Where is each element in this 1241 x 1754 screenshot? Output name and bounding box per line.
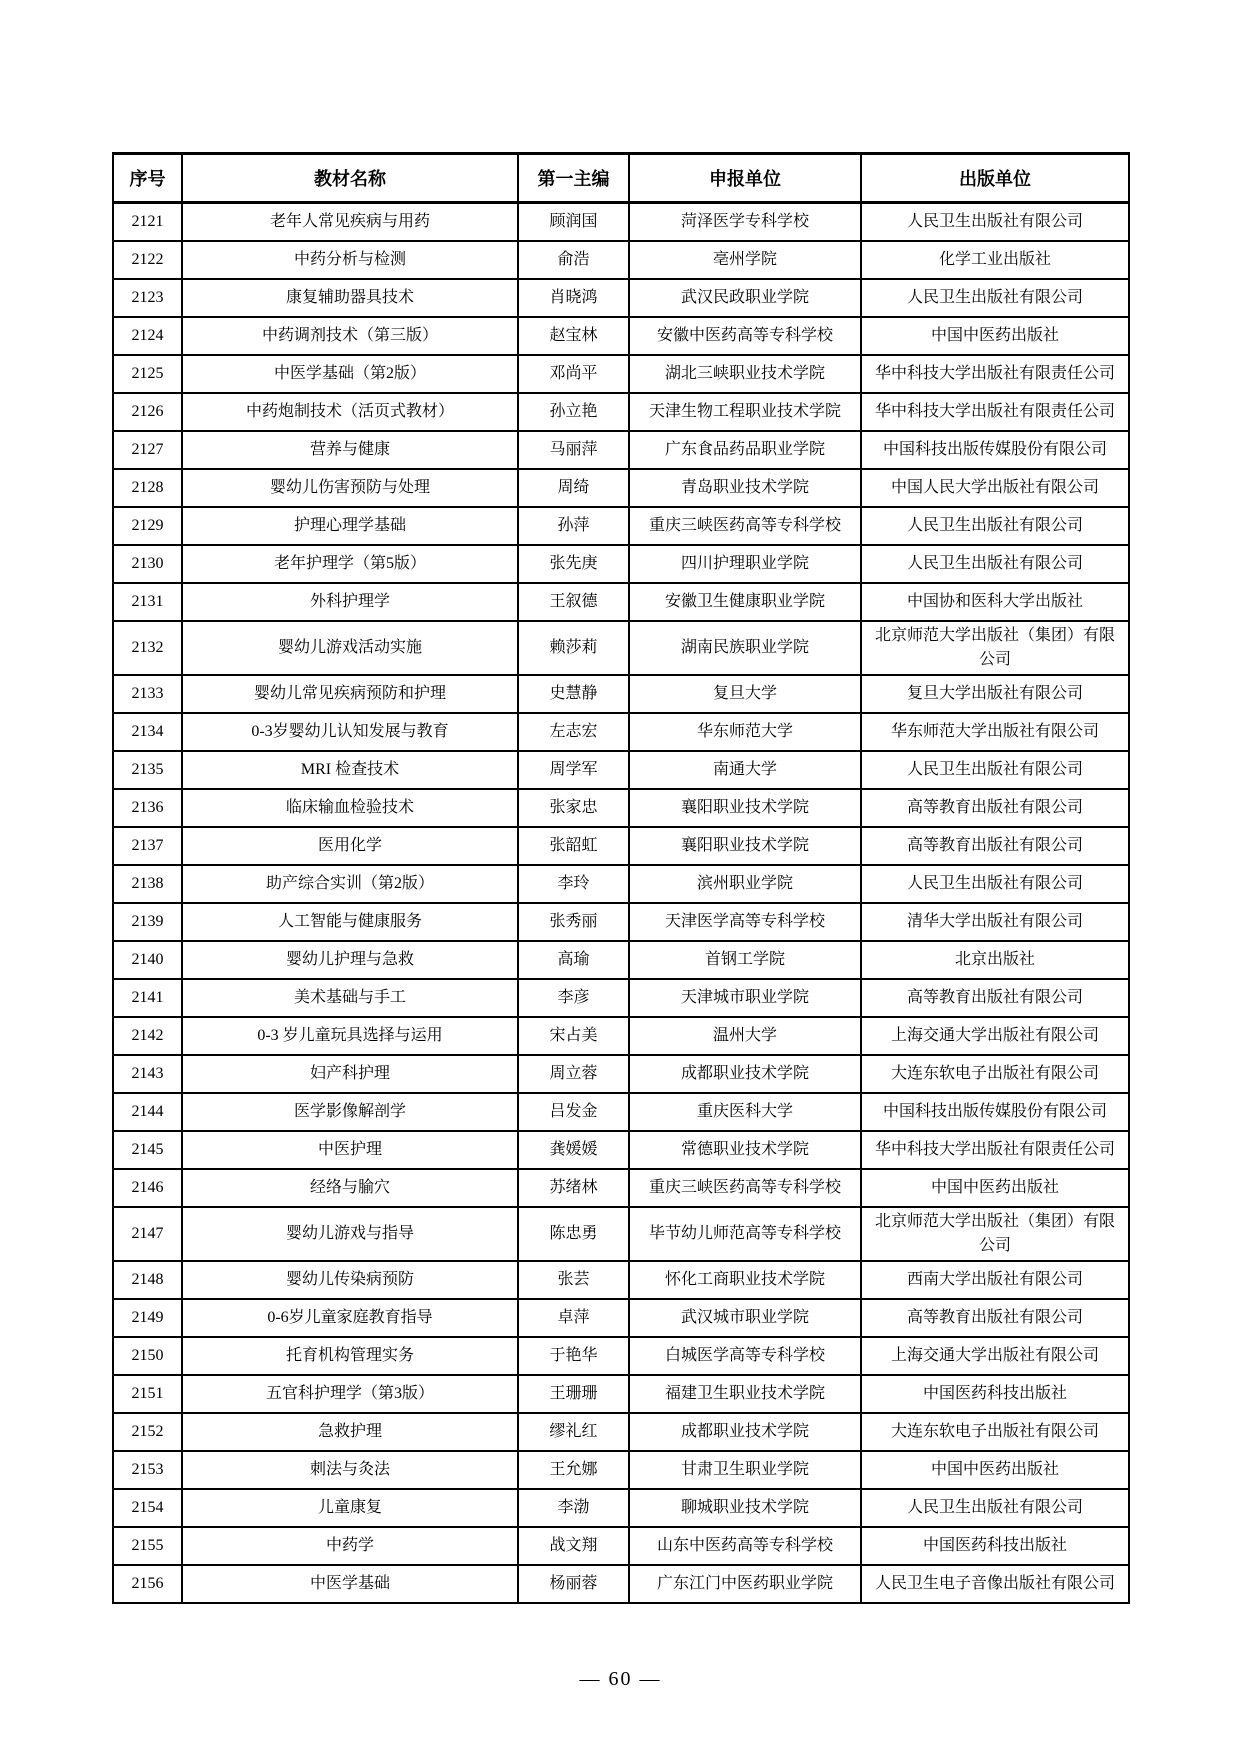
cell-index: 2125 bbox=[113, 355, 182, 393]
cell-index: 2154 bbox=[113, 1489, 182, 1527]
table-row bbox=[113, 1489, 1129, 1527]
cell-title: 0-6岁儿童家庭教育指导 bbox=[182, 1299, 518, 1337]
cell-publisher: 上海交通大学出版社有限公司 bbox=[861, 1337, 1129, 1375]
cell-publisher: 西南大学出版社有限公司 bbox=[861, 1261, 1129, 1299]
cell-publisher: 人民卫生出版社有限公司 bbox=[861, 1489, 1129, 1527]
cell-title: MRI 检查技术 bbox=[182, 751, 518, 789]
cell-chief-editor: 战文翔 bbox=[518, 1527, 629, 1565]
cell-chief-editor: 苏绪林 bbox=[518, 1169, 629, 1207]
cell-chief-editor: 张韶虹 bbox=[518, 827, 629, 865]
cell-chief-editor: 史慧静 bbox=[518, 675, 629, 713]
cell-title: 婴幼儿伤害预防与处理 bbox=[182, 469, 518, 507]
cell-title: 0-3岁婴幼儿认知发展与教育 bbox=[182, 713, 518, 751]
cell-applicant-org: 湖北三峡职业技术学院 bbox=[629, 355, 861, 393]
cell-applicant-org: 广东食品药品职业学院 bbox=[629, 431, 861, 469]
cell-index: 2131 bbox=[113, 583, 182, 621]
table-row bbox=[113, 1299, 1129, 1337]
cell-applicant-org: 重庆医科大学 bbox=[629, 1093, 861, 1131]
cell-publisher: 北京出版社 bbox=[861, 941, 1129, 979]
cell-publisher: 人民卫生出版社有限公司 bbox=[861, 751, 1129, 789]
cell-index: 2155 bbox=[113, 1527, 182, 1565]
table-row bbox=[113, 1207, 1129, 1261]
cell-publisher: 中国中医药出版社 bbox=[861, 1169, 1129, 1207]
cell-index: 2152 bbox=[113, 1413, 182, 1451]
table-row bbox=[113, 355, 1129, 393]
cell-chief-editor: 肖晓鸿 bbox=[518, 279, 629, 317]
table-row bbox=[113, 1169, 1129, 1207]
cell-chief-editor: 周绮 bbox=[518, 469, 629, 507]
cell-title: 婴幼儿游戏与指导 bbox=[182, 1207, 518, 1261]
cell-publisher: 高等教育出版社有限公司 bbox=[861, 1299, 1129, 1337]
cell-chief-editor: 王允娜 bbox=[518, 1451, 629, 1489]
cell-applicant-org: 白城医学高等专科学校 bbox=[629, 1337, 861, 1375]
cell-chief-editor: 赵宝林 bbox=[518, 317, 629, 355]
cell-title: 中药调剂技术（第三版） bbox=[182, 317, 518, 355]
cell-index: 2129 bbox=[113, 507, 182, 545]
cell-index: 2121 bbox=[113, 203, 182, 242]
cell-title: 人工智能与健康服务 bbox=[182, 903, 518, 941]
cell-title: 婴幼儿护理与急救 bbox=[182, 941, 518, 979]
cell-chief-editor: 宋占美 bbox=[518, 1017, 629, 1055]
cell-publisher: 中国人民大学出版社有限公司 bbox=[861, 469, 1129, 507]
cell-index: 2133 bbox=[113, 675, 182, 713]
cell-applicant-org: 成都职业技术学院 bbox=[629, 1055, 861, 1093]
cell-chief-editor: 邓尚平 bbox=[518, 355, 629, 393]
cell-publisher: 高等教育出版社有限公司 bbox=[861, 827, 1129, 865]
cell-applicant-org: 安徽中医药高等专科学校 bbox=[629, 317, 861, 355]
cell-publisher: 中国医药科技出版社 bbox=[861, 1375, 1129, 1413]
cell-title: 医学影像解剖学 bbox=[182, 1093, 518, 1131]
cell-applicant-org: 毕节幼儿师范高等专科学校 bbox=[629, 1207, 861, 1261]
cell-index: 2132 bbox=[113, 621, 182, 675]
cell-applicant-org: 重庆三峡医药高等专科学校 bbox=[629, 507, 861, 545]
cell-applicant-org: 成都职业技术学院 bbox=[629, 1413, 861, 1451]
cell-title: 中药学 bbox=[182, 1527, 518, 1565]
cell-applicant-org: 复旦大学 bbox=[629, 675, 861, 713]
cell-chief-editor: 卓萍 bbox=[518, 1299, 629, 1337]
table-row bbox=[113, 393, 1129, 431]
cell-title: 0-3 岁儿童玩具选择与运用 bbox=[182, 1017, 518, 1055]
cell-title: 刺法与灸法 bbox=[182, 1451, 518, 1489]
cell-chief-editor: 赖莎莉 bbox=[518, 621, 629, 675]
table-row bbox=[113, 1261, 1129, 1299]
cell-index: 2126 bbox=[113, 393, 182, 431]
cell-index: 2136 bbox=[113, 789, 182, 827]
cell-title: 婴幼儿传染病预防 bbox=[182, 1261, 518, 1299]
cell-applicant-org: 温州大学 bbox=[629, 1017, 861, 1055]
cell-chief-editor: 马丽萍 bbox=[518, 431, 629, 469]
cell-applicant-org: 聊城职业技术学院 bbox=[629, 1489, 861, 1527]
cell-title: 外科护理学 bbox=[182, 583, 518, 621]
cell-applicant-org: 南通大学 bbox=[629, 751, 861, 789]
cell-applicant-org: 天津生物工程职业技术学院 bbox=[629, 393, 861, 431]
cell-index: 2141 bbox=[113, 979, 182, 1017]
cell-title: 中医学基础 bbox=[182, 1565, 518, 1603]
table-row bbox=[113, 675, 1129, 713]
cell-index: 2124 bbox=[113, 317, 182, 355]
table-row bbox=[113, 317, 1129, 355]
cell-title: 托育机构管理实务 bbox=[182, 1337, 518, 1375]
table-row bbox=[113, 941, 1129, 979]
cell-publisher: 中国协和医科大学出版社 bbox=[861, 583, 1129, 621]
page-number: — 60 — bbox=[579, 1668, 662, 1690]
table-row bbox=[113, 865, 1129, 903]
cell-chief-editor: 王叙德 bbox=[518, 583, 629, 621]
cell-title: 康复辅助器具技术 bbox=[182, 279, 518, 317]
cell-publisher: 人民卫生电子音像出版社有限公司 bbox=[861, 1565, 1129, 1603]
table-row bbox=[113, 621, 1129, 675]
cell-publisher: 清华大学出版社有限公司 bbox=[861, 903, 1129, 941]
table-row bbox=[113, 203, 1129, 242]
table-row bbox=[113, 1565, 1129, 1603]
cell-index: 2130 bbox=[113, 545, 182, 583]
cell-chief-editor: 张秀丽 bbox=[518, 903, 629, 941]
column-header-index: 序号 bbox=[113, 154, 182, 203]
cell-chief-editor: 杨丽蓉 bbox=[518, 1565, 629, 1603]
cell-title: 五官科护理学（第3版） bbox=[182, 1375, 518, 1413]
cell-chief-editor: 周学军 bbox=[518, 751, 629, 789]
cell-title: 营养与健康 bbox=[182, 431, 518, 469]
cell-applicant-org: 武汉城市职业学院 bbox=[629, 1299, 861, 1337]
cell-index: 2149 bbox=[113, 1299, 182, 1337]
cell-chief-editor: 高瑜 bbox=[518, 941, 629, 979]
cell-title: 护理心理学基础 bbox=[182, 507, 518, 545]
table-row bbox=[113, 1451, 1129, 1489]
cell-chief-editor: 周立蓉 bbox=[518, 1055, 629, 1093]
cell-applicant-org: 襄阳职业技术学院 bbox=[629, 827, 861, 865]
table-row bbox=[113, 507, 1129, 545]
cell-applicant-org: 常德职业技术学院 bbox=[629, 1131, 861, 1169]
cell-title: 婴幼儿游戏活动实施 bbox=[182, 621, 518, 675]
cell-index: 2122 bbox=[113, 241, 182, 279]
textbook-roster-table bbox=[112, 152, 1130, 1604]
cell-publisher: 北京师范大学出版社（集团）有限公司 bbox=[861, 621, 1129, 675]
cell-index: 2144 bbox=[113, 1093, 182, 1131]
cell-index: 2138 bbox=[113, 865, 182, 903]
cell-index: 2127 bbox=[113, 431, 182, 469]
cell-title: 中药分析与检测 bbox=[182, 241, 518, 279]
cell-publisher: 人民卫生出版社有限公司 bbox=[861, 507, 1129, 545]
cell-applicant-org: 湖南民族职业学院 bbox=[629, 621, 861, 675]
cell-applicant-org: 青岛职业技术学院 bbox=[629, 469, 861, 507]
cell-chief-editor: 顾润国 bbox=[518, 203, 629, 242]
cell-index: 2150 bbox=[113, 1337, 182, 1375]
table-row bbox=[113, 1131, 1129, 1169]
cell-applicant-org: 亳州学院 bbox=[629, 241, 861, 279]
cell-publisher: 北京师范大学出版社（集团）有限公司 bbox=[861, 1207, 1129, 1261]
cell-applicant-org: 首钢工学院 bbox=[629, 941, 861, 979]
cell-applicant-org: 福建卫生职业技术学院 bbox=[629, 1375, 861, 1413]
column-header-chief-editor: 第一主编 bbox=[518, 154, 629, 203]
cell-index: 2153 bbox=[113, 1451, 182, 1489]
cell-chief-editor: 吕发金 bbox=[518, 1093, 629, 1131]
table-row bbox=[113, 583, 1129, 621]
cell-chief-editor: 陈忠勇 bbox=[518, 1207, 629, 1261]
cell-publisher: 高等教育出版社有限公司 bbox=[861, 789, 1129, 827]
cell-chief-editor: 张芸 bbox=[518, 1261, 629, 1299]
cell-publisher: 大连东软电子出版社有限公司 bbox=[861, 1413, 1129, 1451]
table-row bbox=[113, 1055, 1129, 1093]
cell-publisher: 中国科技出版传媒股份有限公司 bbox=[861, 431, 1129, 469]
cell-chief-editor: 张先庚 bbox=[518, 545, 629, 583]
column-header-title: 教材名称 bbox=[182, 154, 518, 203]
table-row bbox=[113, 431, 1129, 469]
cell-chief-editor: 张家忠 bbox=[518, 789, 629, 827]
cell-applicant-org: 四川护理职业学院 bbox=[629, 545, 861, 583]
cell-publisher: 化学工业出版社 bbox=[861, 241, 1129, 279]
cell-chief-editor: 孙立艳 bbox=[518, 393, 629, 431]
table-row bbox=[113, 713, 1129, 751]
cell-title: 中医护理 bbox=[182, 1131, 518, 1169]
cell-index: 2142 bbox=[113, 1017, 182, 1055]
cell-publisher: 中国中医药出版社 bbox=[861, 317, 1129, 355]
table-row bbox=[113, 469, 1129, 507]
cell-chief-editor: 孙萍 bbox=[518, 507, 629, 545]
cell-title: 医用化学 bbox=[182, 827, 518, 865]
table-row bbox=[113, 979, 1129, 1017]
cell-index: 2156 bbox=[113, 1565, 182, 1603]
cell-applicant-org: 天津医学高等专科学校 bbox=[629, 903, 861, 941]
column-header-publisher: 出版单位 bbox=[861, 154, 1129, 203]
cell-title: 老年护理学（第5版） bbox=[182, 545, 518, 583]
cell-publisher: 中国科技出版传媒股份有限公司 bbox=[861, 1093, 1129, 1131]
cell-chief-editor: 龚媛媛 bbox=[518, 1131, 629, 1169]
cell-publisher: 人民卫生出版社有限公司 bbox=[861, 865, 1129, 903]
cell-title: 美术基础与手工 bbox=[182, 979, 518, 1017]
cell-publisher: 华东师范大学出版社有限公司 bbox=[861, 713, 1129, 751]
table-row bbox=[113, 751, 1129, 789]
cell-chief-editor: 左志宏 bbox=[518, 713, 629, 751]
cell-index: 2139 bbox=[113, 903, 182, 941]
cell-applicant-org: 安徽卫生健康职业学院 bbox=[629, 583, 861, 621]
cell-publisher: 高等教育出版社有限公司 bbox=[861, 979, 1129, 1017]
table-row bbox=[113, 1413, 1129, 1451]
cell-index: 2128 bbox=[113, 469, 182, 507]
cell-applicant-org: 华东师范大学 bbox=[629, 713, 861, 751]
table-row bbox=[113, 1337, 1129, 1375]
table-row bbox=[113, 1017, 1129, 1055]
table-row bbox=[113, 789, 1129, 827]
cell-publisher: 复旦大学出版社有限公司 bbox=[861, 675, 1129, 713]
table-row bbox=[113, 241, 1129, 279]
cell-index: 2137 bbox=[113, 827, 182, 865]
cell-index: 2140 bbox=[113, 941, 182, 979]
cell-publisher: 人民卫生出版社有限公司 bbox=[861, 279, 1129, 317]
cell-publisher: 中国医药科技出版社 bbox=[861, 1527, 1129, 1565]
cell-chief-editor: 李玲 bbox=[518, 865, 629, 903]
cell-chief-editor: 缪礼红 bbox=[518, 1413, 629, 1451]
cell-publisher: 华中科技大学出版社有限责任公司 bbox=[861, 393, 1129, 431]
cell-chief-editor: 李渤 bbox=[518, 1489, 629, 1527]
cell-title: 中医学基础（第2版） bbox=[182, 355, 518, 393]
cell-chief-editor: 王珊珊 bbox=[518, 1375, 629, 1413]
cell-index: 2147 bbox=[113, 1207, 182, 1261]
cell-applicant-org: 武汉民政职业学院 bbox=[629, 279, 861, 317]
cell-title: 助产综合实训（第2版） bbox=[182, 865, 518, 903]
table-row bbox=[113, 1375, 1129, 1413]
cell-publisher: 华中科技大学出版社有限责任公司 bbox=[861, 1131, 1129, 1169]
cell-publisher: 大连东软电子出版社有限公司 bbox=[861, 1055, 1129, 1093]
cell-publisher: 人民卫生出版社有限公司 bbox=[861, 203, 1129, 242]
cell-publisher: 上海交通大学出版社有限公司 bbox=[861, 1017, 1129, 1055]
cell-index: 2134 bbox=[113, 713, 182, 751]
cell-title: 经络与腧穴 bbox=[182, 1169, 518, 1207]
table-header-row bbox=[113, 154, 1129, 203]
cell-chief-editor: 俞浩 bbox=[518, 241, 629, 279]
table-row bbox=[113, 903, 1129, 941]
cell-index: 2145 bbox=[113, 1131, 182, 1169]
cell-applicant-org: 天津城市职业学院 bbox=[629, 979, 861, 1017]
cell-index: 2151 bbox=[113, 1375, 182, 1413]
cell-applicant-org: 怀化工商职业技术学院 bbox=[629, 1261, 861, 1299]
cell-index: 2143 bbox=[113, 1055, 182, 1093]
column-header-applicant-org: 申报单位 bbox=[629, 154, 861, 203]
cell-applicant-org: 广东江门中医药职业学院 bbox=[629, 1565, 861, 1603]
cell-title: 中药炮制技术（活页式教材） bbox=[182, 393, 518, 431]
cell-applicant-org: 菏泽医学专科学校 bbox=[629, 203, 861, 242]
table-row bbox=[113, 827, 1129, 865]
cell-publisher: 人民卫生出版社有限公司 bbox=[861, 545, 1129, 583]
cell-index: 2148 bbox=[113, 1261, 182, 1299]
cell-title: 急救护理 bbox=[182, 1413, 518, 1451]
cell-title: 儿童康复 bbox=[182, 1489, 518, 1527]
table-row bbox=[113, 1527, 1129, 1565]
cell-title: 婴幼儿常见疾病预防和护理 bbox=[182, 675, 518, 713]
cell-index: 2123 bbox=[113, 279, 182, 317]
cell-publisher: 中国中医药出版社 bbox=[861, 1451, 1129, 1489]
cell-applicant-org: 重庆三峡医药高等专科学校 bbox=[629, 1169, 861, 1207]
table-row bbox=[113, 545, 1129, 583]
cell-applicant-org: 襄阳职业技术学院 bbox=[629, 789, 861, 827]
cell-index: 2146 bbox=[113, 1169, 182, 1207]
table-row bbox=[113, 279, 1129, 317]
table-row bbox=[113, 1093, 1129, 1131]
cell-publisher: 华中科技大学出版社有限责任公司 bbox=[861, 355, 1129, 393]
cell-title: 临床输血检验技术 bbox=[182, 789, 518, 827]
cell-index: 2135 bbox=[113, 751, 182, 789]
cell-title: 老年人常见疾病与用药 bbox=[182, 203, 518, 242]
cell-title: 妇产科护理 bbox=[182, 1055, 518, 1093]
cell-chief-editor: 于艳华 bbox=[518, 1337, 629, 1375]
cell-applicant-org: 山东中医药高等专科学校 bbox=[629, 1527, 861, 1565]
cell-applicant-org: 滨州职业学院 bbox=[629, 865, 861, 903]
cell-applicant-org: 甘肃卫生职业学院 bbox=[629, 1451, 861, 1489]
table-body bbox=[113, 203, 1129, 1604]
cell-chief-editor: 李彦 bbox=[518, 979, 629, 1017]
